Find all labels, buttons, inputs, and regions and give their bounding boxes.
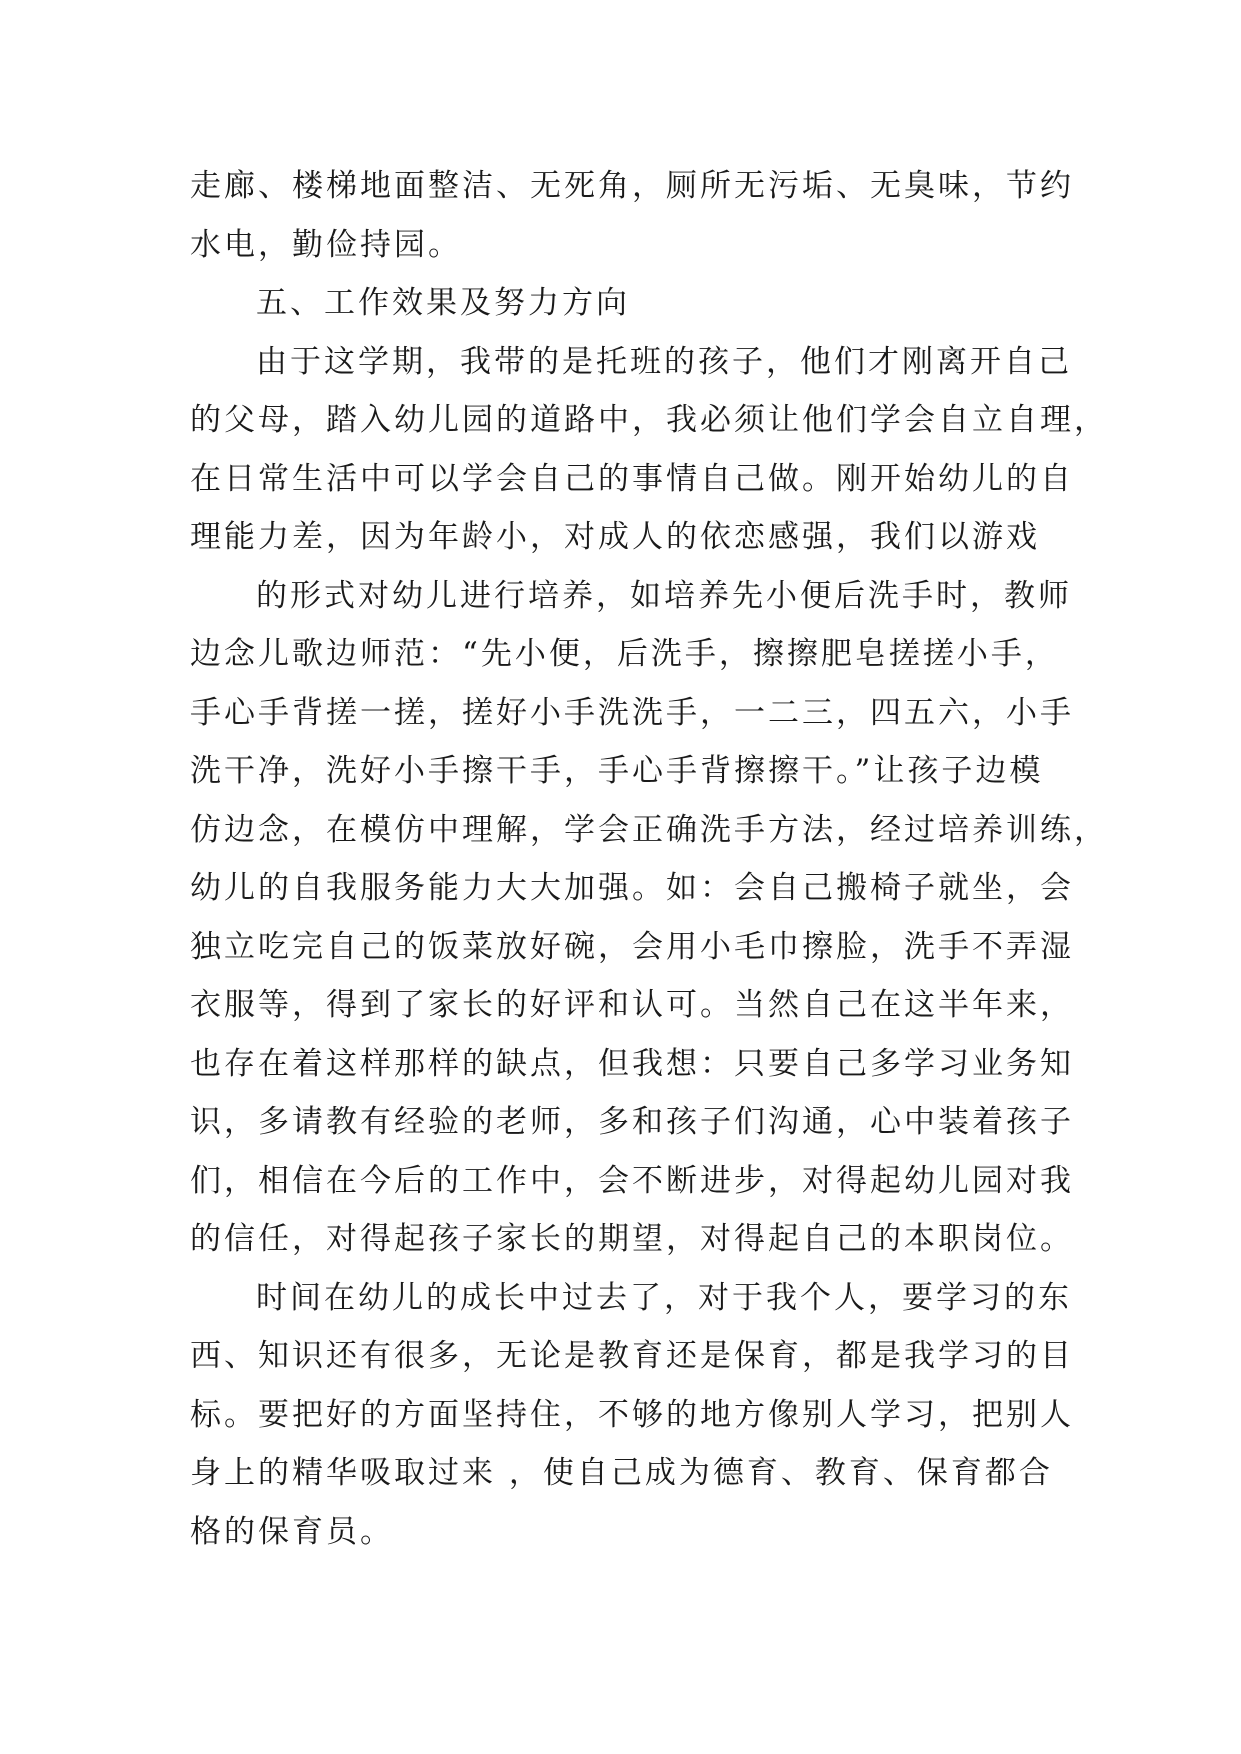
text-line: 的信任，对得起孩子家长的期望，对得起自己的本职岗位。 <box>190 1221 1074 1257</box>
text-line: 理能力差，因为年龄小，对成人的依恋感强，我们以游戏 <box>190 519 1040 555</box>
text-line: 走廊、楼梯地面整洁、无死角，厕所无污垢、无臭味，节约 <box>190 168 1074 204</box>
text-line: 衣服等，得到了家长的好评和认可。当然自己在这半年来， <box>190 987 1074 1023</box>
text-line: 水电，勤俭持园。 <box>190 226 462 263</box>
text-line: 格的保育员。 <box>190 1513 394 1550</box>
text-line: 西、知识还有很多，无论是教育还是保育，都是我学习的目 <box>190 1338 1074 1374</box>
text-line: 手心手背搓一搓，搓好小手洗洗手，一二三，四五六，小手 <box>190 694 1074 731</box>
text-line: 独立吃完自己的饭菜放好碗，会用小毛巾擦脸，洗手不弄湿 <box>190 928 1074 965</box>
text-line: 识，多请教有经验的老师，多和孩子们沟通，心中装着孩子 <box>190 1104 1074 1140</box>
text-line: 仿边念，在模仿中理解，学会正确洗手方法，经过培养训练， <box>190 811 1108 848</box>
text-line: 五、工作效果及努力方向 <box>256 285 630 321</box>
text-line: 标。要把好的方面坚持住，不够的地方像别人学习，把别人 <box>190 1396 1074 1433</box>
text-line: 的父母，踏入幼儿园的道路中，我必须让他们学会自立自理， <box>190 402 1108 438</box>
document-body <box>190 157 1108 1561</box>
text-line: 幼儿的自我服务能力大大加强。如：会自己搬椅子就坐，会 <box>190 870 1074 906</box>
text-line: 身上的精华吸取过来 ，使自己成为德育、教育、保育都合 <box>190 1455 1053 1491</box>
text-line: 时间在幼儿的成长中过去了，对于我个人，要学习的东 <box>256 1279 1072 1316</box>
text-line: 洗干净，洗好小手擦干手，手心手背擦擦干。”让孩子边模 <box>190 753 1044 789</box>
text-line: 的形式对幼儿进行培养，如培养先小便后洗手时，教师 <box>256 577 1072 614</box>
text-line: 边念儿歌边师范：“先小便，后洗手，擦擦肥皂搓搓小手， <box>190 636 1059 672</box>
text-line: 也存在着这样那样的缺点，但我想：只要自己多学习业务知 <box>190 1045 1074 1082</box>
text-line: 们，相信在今后的工作中，会不断进步，对得起幼儿园对我 <box>190 1162 1074 1199</box>
text-line: 由于这学期，我带的是托班的孩子，他们才刚离开自己 <box>256 343 1072 380</box>
text-line: 在日常生活中可以学会自己的事情自己做。刚开始幼儿的自 <box>190 460 1074 497</box>
